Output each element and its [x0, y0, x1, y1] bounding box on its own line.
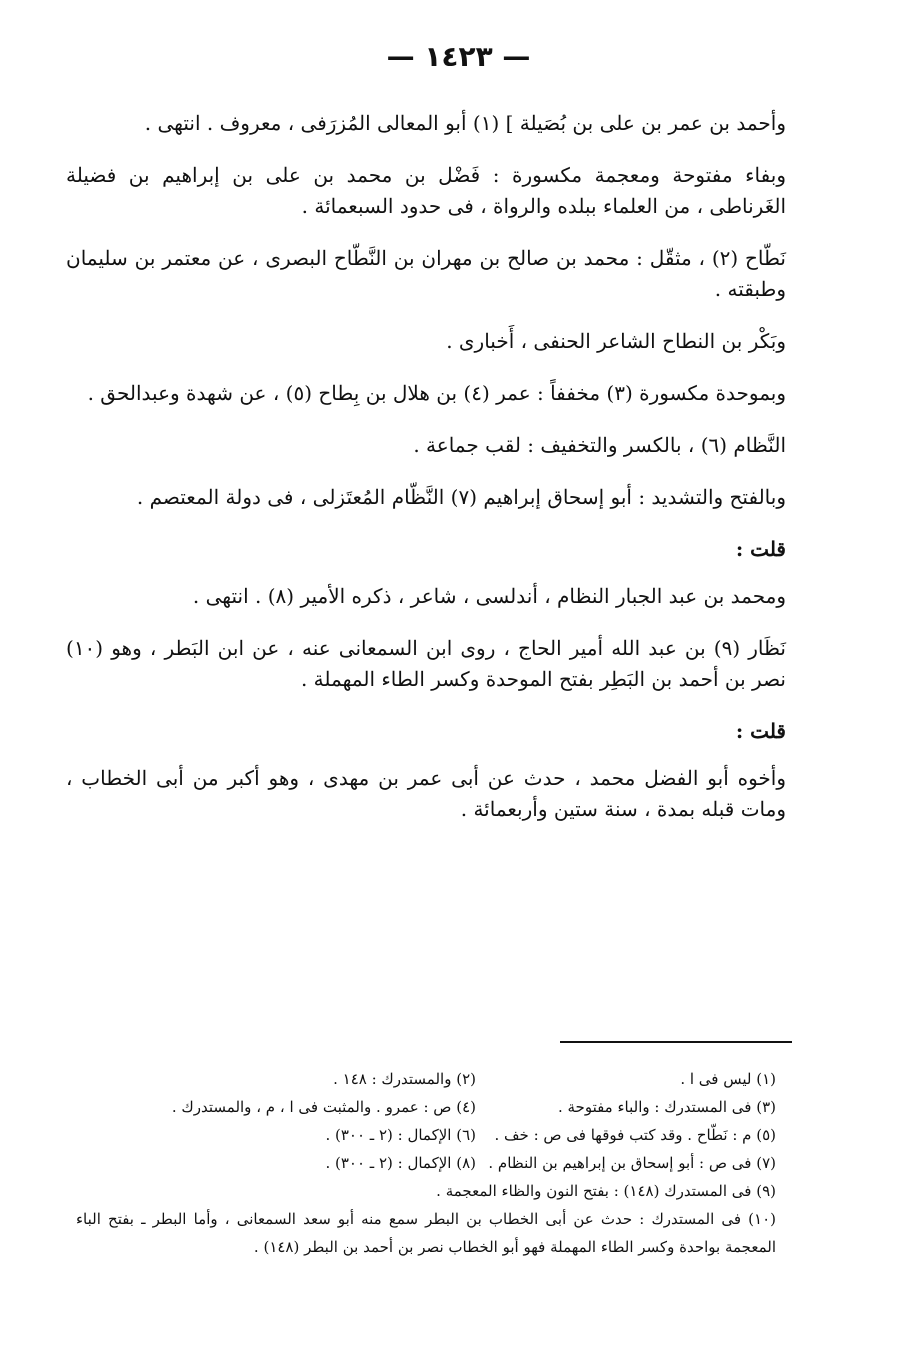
footnote: (٧) فى ص : أبو إسحاق بن إبراهيم بن النظام .: [488, 1154, 776, 1172]
section-heading: قلت :: [735, 537, 786, 561]
paragraph: وبفاء مفتوحة ومعجمة مكسورة : فَضْل بن محمد بن على بن إبراهيم بن فضيلة الغَرناطى ، من العلماء ببلده والرواة ، فى حدود السبعمائة .: [66, 163, 786, 218]
footnotes: [76, 1065, 776, 1261]
footnote: (٢) والمستدرك : ١٤٨ .: [333, 1070, 476, 1088]
footnote: (٣) فى المستدرك : والباء مفتوحة .: [557, 1098, 776, 1116]
footnote: (٩) فى المستدرك (١٤٨) : بفتح النون والظاء المعجمة .: [436, 1182, 776, 1200]
footnote: (١) ليس فى ا .: [680, 1070, 776, 1088]
paragraph: وأحمد بن عمر بن على بن بُصَيلة ] (١) أبو المعالى المُزرَفى ، معروف . انتهى .: [144, 111, 786, 135]
section-heading: قلت :: [735, 719, 786, 743]
footnote: (٨) الإكمال : (٢ ـ ٣٠٠) .: [325, 1154, 476, 1172]
footnote: (٥) م : نَطّاح . وقد كتب فوقها فى ص : خف .: [494, 1126, 776, 1144]
footnote: (٤) ص : عمرو . والمثبت فى ا ، م ، والمستدرك .: [171, 1098, 476, 1116]
footnote-row: [76, 1149, 776, 1177]
paragraph: وبالفتح والتشديد : أبو إسحاق إبراهيم (٧) النَّظّام المُعتَزلى ، فى دولة المعتصم .: [136, 485, 786, 509]
paragraph: وأخوه أبو الفضل محمد ، حدث عن أبى عمر بن مهدى ، وهو أكبر من أبى الخطاب ، ومات قبله بمدة ، سنة ستين وأربعمائة .: [66, 766, 786, 821]
page-number: — ١٤٢٣ —: [386, 40, 531, 73]
paragraph: ومحمد بن عبد الجبار النظام ، أندلسى ، شاعر ، ذكره الأمير (٨) . انتهى .: [192, 584, 786, 608]
paragraph: وبموحدة مكسورة (٣) مخففاً : عمر (٤) بن هلال بن بِطاح (٥) ، عن شهدة وعبدالحق .: [87, 381, 786, 405]
footnote-row: [76, 1093, 776, 1121]
footnote-row: [76, 1121, 776, 1149]
footnote: (١٠) فى المستدرك : حدث عن أبى الخطاب بن البطر سمع منه أبو سعد السمعانى ، وأما البطر ـ بفتح الباء المعجمة بواحدة وكسر الطاء المهملة فهو أبو الخطاب نصر بن أحمد بن البطر (١٤٨) .: [76, 1210, 776, 1256]
paragraph: نَظَار (٩) بن عبد الله أمير الحاج ، روى ابن السمعانى عنه ، عن ابن البَطر ، وهو (١٠) نصر بن أحمد بن البَطِر بفتح الموحدة وكسر الطاء المهملة .: [66, 636, 787, 691]
paragraph: وبَكْر بن النطاح الشاعر الحنفى ، أَخبارى .: [446, 329, 786, 353]
footnote: (٦) الإكمال : (٢ ـ ٣٠٠) .: [325, 1126, 476, 1144]
paragraph: نَطّاح (٢) ، مثقّل : محمد بن صالح بن مهران بن النَّطّاح البصرى ، عن معتمر بن سليمان وطبقته .: [66, 246, 787, 301]
main-text: [66, 108, 786, 846]
paragraph: النَّظام (٦) ، بالكسر والتخفيف : لقب جماعة .: [413, 433, 786, 457]
footnote-divider: [560, 1041, 792, 1043]
footnote-row: [76, 1065, 776, 1093]
